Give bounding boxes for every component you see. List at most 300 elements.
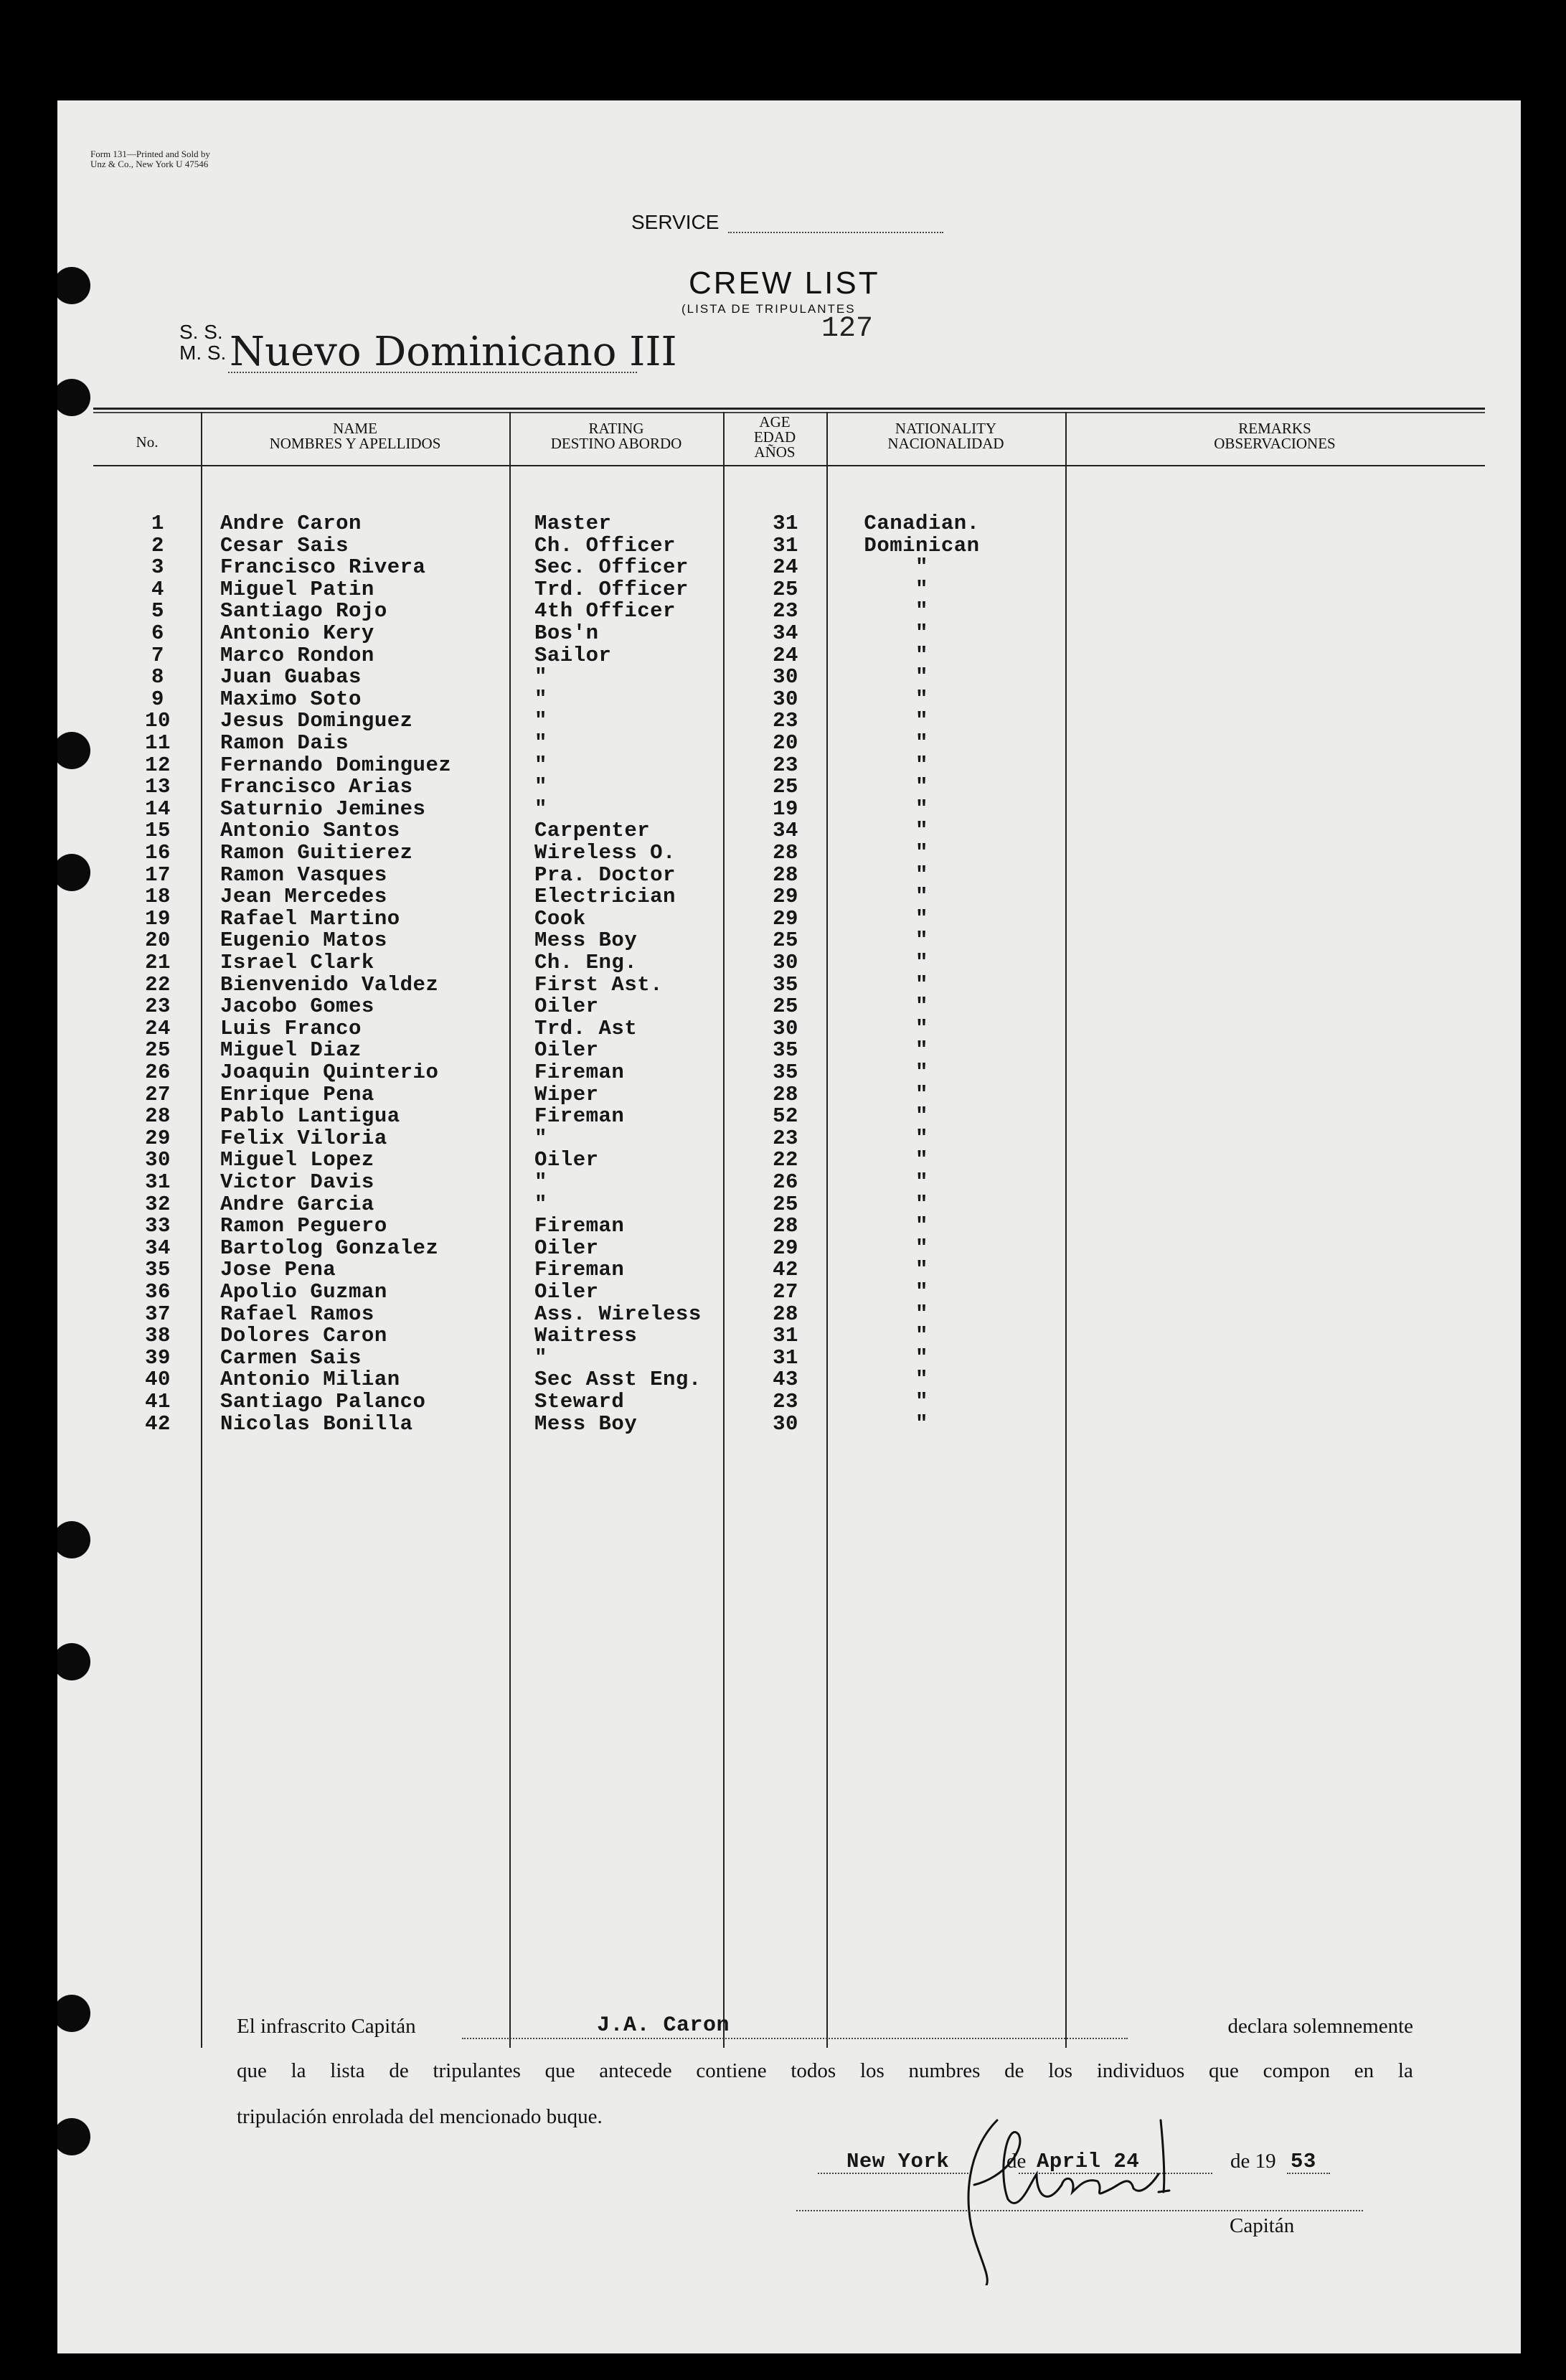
table-row xyxy=(57,1126,1521,1148)
crew-rating: Ch. Officer xyxy=(534,533,676,558)
header-bottom-rule xyxy=(93,465,1485,466)
crew-name: Ramon Guitierez xyxy=(220,841,413,865)
crew-age: 30 xyxy=(773,1411,798,1436)
crew-no: 2 xyxy=(151,533,164,558)
table-row xyxy=(57,1104,1521,1129)
crew-age: 23 xyxy=(773,599,798,624)
declaration-word: tripulantes xyxy=(433,2059,521,2082)
crew-age: 24 xyxy=(773,555,798,580)
header-age-es: EDAD xyxy=(753,428,796,446)
table-row xyxy=(57,599,1521,624)
crew-rating: Mess Boy xyxy=(534,1411,638,1436)
crew-no: 7 xyxy=(151,643,164,667)
table-row xyxy=(57,665,1521,690)
crew-rating: " xyxy=(534,1126,547,1150)
crew-nationality: " xyxy=(915,1324,928,1348)
crew-no: 3 xyxy=(151,555,164,580)
table-row xyxy=(57,885,1521,909)
crew-rating: Oiler xyxy=(534,994,599,1019)
crew-rating: 4th Officer xyxy=(534,599,676,624)
crew-nationality: " xyxy=(915,1236,928,1260)
ms-label: M. S. xyxy=(179,342,227,364)
header-rating xyxy=(511,421,722,451)
crew-name: Pablo Lantigua xyxy=(220,1104,400,1129)
list-number: 127 xyxy=(821,313,874,345)
crew-age: 35 xyxy=(773,1060,798,1084)
crew-no: 16 xyxy=(145,841,171,865)
crew-no: 21 xyxy=(145,951,171,974)
crew-rating: " xyxy=(534,1345,547,1370)
table-row xyxy=(57,753,1521,775)
crew-nationality: " xyxy=(915,1411,928,1436)
punch-hole xyxy=(57,1521,90,1558)
crew-rating: First Ast. xyxy=(534,972,664,997)
punch-hole xyxy=(57,1995,90,2032)
crew-age: 20 xyxy=(773,731,798,755)
crew-rating: Oiler xyxy=(534,1280,599,1304)
date: April 24 xyxy=(1037,2150,1140,2173)
crew-nationality: " xyxy=(915,1368,928,1392)
year-suffix: 53 xyxy=(1291,2150,1316,2173)
crew-name: Jacobo Gomes xyxy=(220,994,374,1019)
declaration-word: en xyxy=(1354,2059,1374,2082)
crew-age: 24 xyxy=(773,643,798,667)
crew-rating: Sec. Officer xyxy=(534,555,689,580)
crew-no: 5 xyxy=(151,599,164,624)
crew-age: 28 xyxy=(773,862,798,887)
crew-nationality: " xyxy=(915,994,928,1019)
crew-name: Enrique Pena xyxy=(220,1082,374,1106)
punch-hole xyxy=(57,267,90,304)
crew-name: Jesus Dominguez xyxy=(220,709,413,733)
declaration-word: todos xyxy=(791,2059,836,2082)
crew-name: Rafael Martino xyxy=(220,906,400,931)
crew-name: Dolores Caron xyxy=(220,1324,387,1348)
declaration-prefix: El infrascrito Capitán xyxy=(237,2015,416,2038)
table-row xyxy=(57,906,1521,931)
declaration-word: que xyxy=(544,2059,575,2082)
crew-nationality: " xyxy=(915,841,928,865)
header-remarks-es: OBSERVACIONES xyxy=(1214,435,1336,452)
captain-label: Capitán xyxy=(1230,2214,1295,2237)
table-row xyxy=(57,1280,1521,1302)
crew-no: 41 xyxy=(145,1390,171,1414)
crew-nationality: Canadian. xyxy=(864,512,980,535)
crew-name: Nicolas Bonilla xyxy=(220,1411,413,1436)
crew-no: 26 xyxy=(145,1060,171,1084)
header-rating-en: RATING xyxy=(588,420,644,437)
crew-rating: Master xyxy=(534,512,612,535)
vessel-field-line xyxy=(228,372,637,373)
crew-name: Antonio Kery xyxy=(220,621,374,645)
crew-name: Carmen Sais xyxy=(220,1345,362,1370)
crew-age: 34 xyxy=(773,819,798,843)
crew-age: 28 xyxy=(773,1214,798,1238)
declaration-word: los xyxy=(859,2059,885,2082)
crew-nationality: Dominican xyxy=(864,533,980,558)
crew-no: 28 xyxy=(145,1104,171,1129)
table-row xyxy=(57,1390,1521,1414)
table-row xyxy=(57,1346,1521,1368)
crew-rating: Wireless O. xyxy=(534,841,676,865)
crew-rating: Oiler xyxy=(534,1038,599,1063)
crew-nationality: " xyxy=(915,775,928,799)
crew-age: 43 xyxy=(773,1368,798,1392)
crew-name: Felix Viloria xyxy=(220,1126,387,1150)
table-row xyxy=(57,797,1521,819)
printer-imprint-line: Form 131—Printed and Sold by xyxy=(90,149,210,159)
crew-age: 29 xyxy=(773,885,798,909)
table-row xyxy=(57,578,1521,599)
crew-age: 26 xyxy=(773,1170,798,1194)
crew-rating: Pra. Doctor xyxy=(534,862,676,887)
table-row xyxy=(57,863,1521,885)
header-name-es: NOMBRES Y APELLIDOS xyxy=(269,435,441,452)
crew-age: 19 xyxy=(773,796,798,821)
crew-no: 24 xyxy=(145,1016,171,1040)
crew-nationality: " xyxy=(915,1345,928,1370)
crew-rating: Electrician xyxy=(534,885,676,909)
crew-rating: " xyxy=(534,665,547,690)
declaration-line-3: tripulación enrolada del mencionado buque. xyxy=(237,2105,603,2128)
crew-name: Maximo Soto xyxy=(220,687,362,711)
crew-name: Andre Caron xyxy=(220,512,362,535)
crew-no: 12 xyxy=(145,753,171,777)
table-row xyxy=(57,512,1521,533)
crew-rating: " xyxy=(534,796,547,821)
crew-nationality: " xyxy=(915,1214,928,1238)
crew-nationality: " xyxy=(915,1280,928,1304)
service-field-line xyxy=(728,232,943,233)
crew-rating: Sec Asst Eng. xyxy=(534,1368,702,1392)
crew-rating: " xyxy=(534,775,547,799)
crew-nationality: " xyxy=(915,796,928,821)
crew-nationality: " xyxy=(915,1126,928,1150)
crew-nationality: " xyxy=(915,928,928,953)
crew-name: Rafael Ramos xyxy=(220,1302,374,1326)
crew-rating: " xyxy=(534,1192,547,1216)
crew-nationality: " xyxy=(915,1104,928,1129)
crew-age: 42 xyxy=(773,1258,798,1282)
crew-name: Victor Davis xyxy=(220,1170,374,1194)
table-row xyxy=(57,1324,1521,1348)
table-row xyxy=(57,709,1521,733)
vessel-type-labels xyxy=(179,321,226,363)
header-nationality xyxy=(828,421,1064,451)
table-row xyxy=(57,621,1521,643)
crew-rating: Waitress xyxy=(534,1324,638,1348)
crew-age: 28 xyxy=(773,1082,798,1106)
crew-nationality: " xyxy=(915,862,928,887)
crew-nationality: " xyxy=(915,621,928,645)
crew-no: 32 xyxy=(145,1192,171,1216)
crew-rating: " xyxy=(534,687,547,711)
crew-name: Bartolog Gonzalez xyxy=(220,1236,439,1260)
table-row xyxy=(57,1038,1521,1063)
table-row xyxy=(57,841,1521,865)
crew-name: Bienvenido Valdez xyxy=(220,972,439,997)
table-row xyxy=(57,644,1521,665)
crew-nationality: " xyxy=(915,643,928,667)
crew-name: Juan Guabas xyxy=(220,665,362,690)
crew-age: 23 xyxy=(773,753,798,777)
punch-hole xyxy=(57,2118,90,2155)
crew-rating: Fireman xyxy=(534,1060,625,1084)
crew-rating: Fireman xyxy=(534,1214,625,1238)
crew-nationality: " xyxy=(915,1302,928,1326)
crew-age: 22 xyxy=(773,1148,798,1172)
header-name-en: NAME xyxy=(333,420,377,437)
crew-nationality: " xyxy=(915,1192,928,1216)
form-subtitle: (LISTA DE TRIPULANTES xyxy=(681,302,856,316)
header-age-en: AGE xyxy=(759,413,791,431)
crew-age: 25 xyxy=(773,994,798,1019)
header-nationality-es: NACIONALIDAD xyxy=(887,435,1004,452)
crew-rating: Fireman xyxy=(534,1258,625,1282)
crew-name: Joaquin Quinterio xyxy=(220,1060,439,1084)
declaration-word: de xyxy=(1004,2059,1024,2082)
punch-hole xyxy=(57,379,90,416)
crew-age: 23 xyxy=(773,1126,798,1150)
crew-no: 40 xyxy=(145,1368,171,1392)
ss-label: S. S. xyxy=(179,321,223,343)
table-row xyxy=(57,1193,1521,1214)
table-row xyxy=(57,1060,1521,1082)
crew-rating: Oiler xyxy=(534,1148,599,1172)
crew-no: 38 xyxy=(145,1324,171,1348)
table-row xyxy=(57,994,1521,1019)
crew-no: 30 xyxy=(145,1148,171,1172)
crew-nationality: " xyxy=(915,951,928,974)
crew-nationality: " xyxy=(915,665,928,690)
crew-nationality: " xyxy=(915,819,928,843)
table-row xyxy=(57,1368,1521,1392)
declaration-word: la xyxy=(291,2059,306,2082)
crew-age: 25 xyxy=(773,775,798,799)
crew-name: Cesar Sais xyxy=(220,533,349,558)
crew-name: Francisco Rivera xyxy=(220,555,426,580)
crew-name: Santiago Palanco xyxy=(220,1390,426,1414)
crew-name: Luis Franco xyxy=(220,1016,362,1040)
table-row xyxy=(57,951,1521,972)
crew-name: Francisco Arias xyxy=(220,775,413,799)
crew-no: 27 xyxy=(145,1082,171,1106)
crew-no: 29 xyxy=(145,1126,171,1150)
crew-age: 30 xyxy=(773,687,798,711)
header-no-label: No. xyxy=(136,433,159,451)
crew-age: 23 xyxy=(773,709,798,733)
crew-nationality: " xyxy=(915,1258,928,1282)
declaration-line-1 xyxy=(237,2015,1413,2041)
crew-no: 23 xyxy=(145,994,171,1019)
crew-rating: Carpenter xyxy=(534,819,651,843)
header-age-es: AÑOS xyxy=(754,443,796,461)
crew-no: 25 xyxy=(145,1038,171,1063)
crew-nationality: " xyxy=(915,972,928,997)
crew-name: Fernando Dominguez xyxy=(220,753,452,777)
table-row xyxy=(57,1236,1521,1258)
crew-nationality: " xyxy=(915,1148,928,1172)
crew-no: 9 xyxy=(151,687,164,711)
crew-age: 25 xyxy=(773,577,798,601)
table-row xyxy=(57,687,1521,709)
crew-age: 31 xyxy=(773,1345,798,1370)
header-nationality-en: NATIONALITY xyxy=(895,420,997,437)
header-name xyxy=(202,421,508,451)
table-row xyxy=(57,1214,1521,1236)
year-prefix: de 19 xyxy=(1230,2150,1276,2173)
crew-rating: Bos'n xyxy=(534,621,599,645)
declaration-word: contiene xyxy=(696,2059,767,2082)
header-remarks xyxy=(1067,421,1483,451)
crew-rating: " xyxy=(534,753,547,777)
table-row xyxy=(57,731,1521,753)
declaration-word: que xyxy=(1209,2059,1239,2082)
crew-nationality: " xyxy=(915,1170,928,1194)
crew-name: Santiago Rojo xyxy=(220,599,387,624)
declaration-word: individuos xyxy=(1096,2059,1185,2082)
crew-age: 25 xyxy=(773,1192,798,1216)
crew-rating: Sailor xyxy=(534,643,612,667)
crew-age: 28 xyxy=(773,841,798,865)
crew-rating: Mess Boy xyxy=(534,928,638,953)
crew-nationality: " xyxy=(915,1060,928,1084)
declaration-word: numbres xyxy=(908,2059,981,2082)
crew-no: 11 xyxy=(145,731,171,755)
crew-no: 14 xyxy=(145,796,171,821)
vessel-name: Nuevo Dominicano III xyxy=(230,329,677,375)
crew-rating: " xyxy=(534,1170,547,1194)
declaration-suffix: declara solemnemente xyxy=(1227,2015,1413,2038)
table-row xyxy=(57,1258,1521,1282)
captain-name: J.A. Caron xyxy=(597,2013,730,2038)
crew-age: 35 xyxy=(773,1038,798,1063)
crew-list-form xyxy=(57,100,1521,2353)
crew-no: 1 xyxy=(151,512,164,535)
table-top-rule xyxy=(93,408,1485,410)
crew-name: Ramon Dais xyxy=(220,731,349,755)
crew-age: 29 xyxy=(773,1236,798,1260)
table-row xyxy=(57,775,1521,799)
crew-rating: Fireman xyxy=(534,1104,625,1129)
crew-name: Marco Rondon xyxy=(220,643,374,667)
declaration-word: antecede xyxy=(599,2059,672,2082)
declaration-word: de xyxy=(389,2059,409,2082)
captain-name-line xyxy=(462,2038,1128,2039)
table-row xyxy=(57,533,1521,558)
date-de: de xyxy=(1006,2150,1027,2173)
crew-rating: Ch. Eng. xyxy=(534,951,638,974)
crew-nationality: " xyxy=(915,1390,928,1414)
captain-signature xyxy=(882,2106,1184,2285)
crew-nationality: " xyxy=(915,1016,928,1040)
crew-age: 31 xyxy=(773,1324,798,1348)
crew-age: 25 xyxy=(773,928,798,953)
crew-nationality: " xyxy=(915,555,928,580)
printer-imprint-line: Unz & Co., New York U 47546 xyxy=(90,159,209,169)
crew-name: Miguel Diaz xyxy=(220,1038,362,1063)
crew-name: Apolio Guzman xyxy=(220,1280,387,1304)
table-row xyxy=(57,1148,1521,1170)
table-row xyxy=(57,928,1521,953)
crew-no: 33 xyxy=(145,1214,171,1238)
crew-name: Ramon Vasques xyxy=(220,862,387,887)
crew-no: 42 xyxy=(145,1411,171,1436)
header-age xyxy=(725,415,825,460)
crew-no: 22 xyxy=(145,972,171,997)
crew-no: 10 xyxy=(145,709,171,733)
crew-rating: Trd. Ast xyxy=(534,1016,638,1040)
crew-no: 18 xyxy=(145,885,171,909)
crew-name: Andre Garcia xyxy=(220,1192,374,1216)
header-remarks-en: REMARKS xyxy=(1238,420,1311,437)
crew-rating: " xyxy=(534,709,547,733)
crew-no: 6 xyxy=(151,621,164,645)
crew-name: Jean Mercedes xyxy=(220,885,387,909)
crew-no: 8 xyxy=(151,665,164,690)
form-title: CREW LIST xyxy=(689,265,880,301)
crew-name: Eugenio Matos xyxy=(220,928,387,953)
table-row xyxy=(57,1083,1521,1104)
crew-no: 31 xyxy=(145,1170,171,1194)
crew-rating: " xyxy=(534,731,547,755)
declaration-word: la xyxy=(1397,2059,1413,2082)
declaration-word: que xyxy=(237,2059,267,2082)
crew-age: 35 xyxy=(773,972,798,997)
crew-age: 31 xyxy=(773,512,798,535)
crew-age: 27 xyxy=(773,1280,798,1304)
crew-rating: Ass. Wireless xyxy=(534,1302,702,1326)
crew-age: 30 xyxy=(773,951,798,974)
crew-name: Miguel Lopez xyxy=(220,1148,374,1172)
crew-nationality: " xyxy=(915,577,928,601)
table-row xyxy=(57,555,1521,580)
table-row xyxy=(57,1170,1521,1192)
crew-name: Saturnio Jemines xyxy=(220,796,426,821)
declaration-word: lista xyxy=(330,2059,365,2082)
crew-no: 35 xyxy=(145,1258,171,1282)
table-row xyxy=(57,1412,1521,1434)
year-line xyxy=(1287,2173,1330,2174)
crew-rating: Cook xyxy=(534,906,586,931)
crew-age: 31 xyxy=(773,533,798,558)
crew-age: 34 xyxy=(773,621,798,645)
crew-no: 36 xyxy=(145,1280,171,1304)
declaration-word: compon xyxy=(1263,2059,1331,2082)
crew-no: 34 xyxy=(145,1236,171,1260)
crew-age: 30 xyxy=(773,1016,798,1040)
header-no xyxy=(93,435,201,450)
crew-rating: Oiler xyxy=(534,1236,599,1260)
crew-no: 39 xyxy=(145,1345,171,1370)
crew-rating: Steward xyxy=(534,1390,625,1414)
crew-age: 29 xyxy=(773,906,798,931)
table-row xyxy=(57,972,1521,997)
punch-hole xyxy=(57,1643,90,1680)
crew-name: Jose Pena xyxy=(220,1258,336,1282)
service-label: SERVICE xyxy=(631,211,720,233)
crew-nationality: " xyxy=(915,885,928,909)
declaration-word: los xyxy=(1048,2059,1073,2082)
crew-no: 15 xyxy=(145,819,171,843)
crew-nationality: " xyxy=(915,906,928,931)
crew-nationality: " xyxy=(915,1082,928,1106)
crew-age: 30 xyxy=(773,665,798,690)
printer-imprint xyxy=(90,149,210,169)
crew-nationality: " xyxy=(915,709,928,733)
crew-no: 19 xyxy=(145,906,171,931)
table-row xyxy=(57,1017,1521,1038)
